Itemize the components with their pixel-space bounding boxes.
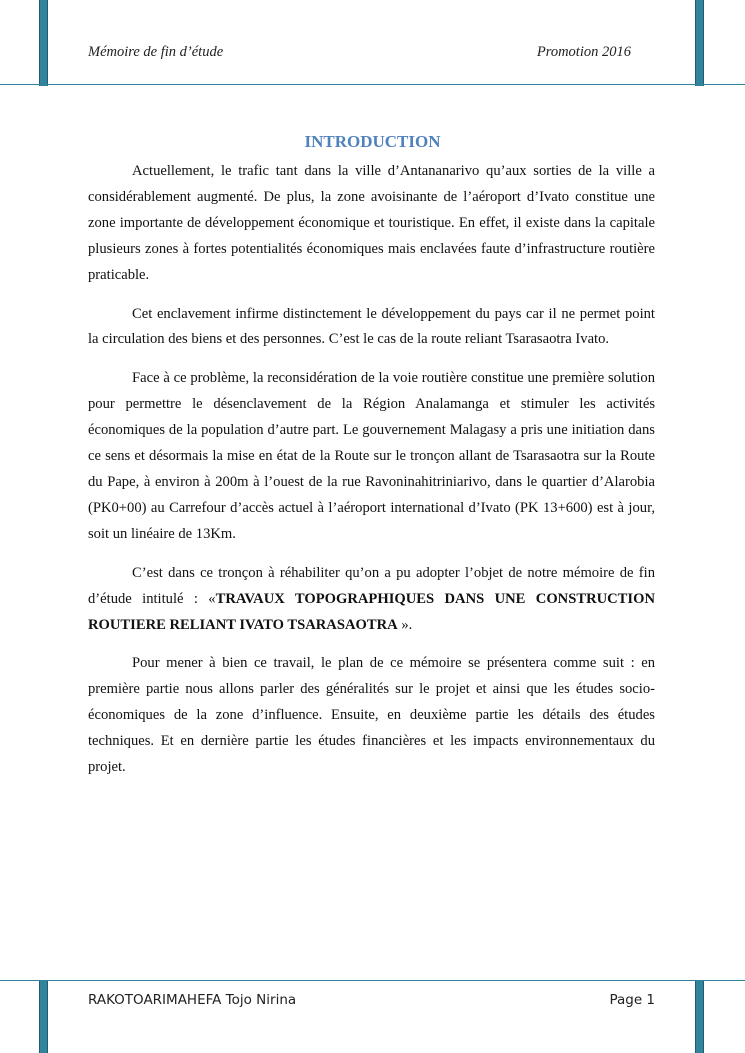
header-left-text: Mémoire de fin d’étude <box>88 44 224 60</box>
page-title: INTRODUCTION <box>304 132 441 151</box>
paragraph-5: Pour mener à bien ce travail, le plan de ce mémoire se présentera comme suit : en première partie nous allons parler des généralités sur le projet et ainsi que les études socio-économiques de la zone d’influence. Ensuite, en deuxième partie les détails des études techniques. Et en dernière partie les études financières et les impacts environnementaux du projet. <box>88 655 655 776</box>
header-right-text: Promotion 2016 <box>536 44 631 60</box>
paragraph-4-lead: C’est dans ce tronçon à réhabiliter qu’on a pu adopter l’objet de notre mémoire de fin d’étude intitulé : « <box>88 564 655 607</box>
paragraph-4 <box>88 561 655 639</box>
paragraph-2: Cet enclavement infirme distinctement le développement du pays car il ne permet point la circulation des biens et des personnes. C’est le cas de la route reliant Tsarasaotra Ivato. <box>88 305 655 348</box>
footer-rule <box>0 980 745 981</box>
memoir-subject: TRAVAUX TOPOGRAPHIQUES DANS UNE CONSTRUCTION ROUTIERE RELIANT IVATO TSARASAOTRA <box>88 590 655 633</box>
footer-right-bar <box>695 981 704 1053</box>
header-right-bar <box>695 0 704 86</box>
footer-left-bar <box>39 981 48 1053</box>
paragraph-4-end: ». <box>397 616 413 633</box>
header-left-bar <box>39 0 48 86</box>
paragraph-3: Face à ce problème, la reconsidération de la voie routière constitue une première solution pour permettre le désenclavement de la Région Analamanga et stimuler les activités économiques de la population d’autre part. Le gouvernement Malagasy a pris une initiation dans ce sens et désormais la mise en état de la Route sur le tronçon allant de Tsarasaotra sur la Route du Pape, à environ à 200m à l’ouest de la rue Ravoninahitriniarivo, dans le quartier d’Alarobia (PK0+00) au Carrefour d’accès actuel à l’aéroport international d’Ivato (PK 13+600) est à jour, soit un linéaire de 13Km. <box>88 370 655 542</box>
header-rule <box>0 84 745 85</box>
footer-author: RAKOTOARIMAHEFA Tojo Nirina <box>88 992 297 1008</box>
footer-page-number: Page 1 <box>609 992 655 1008</box>
paragraph-1: Actuellement, le trafic tant dans la ville d’Antananarivo qu’aux sorties de la ville a considérablement augmenté. De plus, la zone avoisinante de l’aéroport d’Ivato constitue une zone importante de développement économique et touristique. En effet, il existe dans la capitale plusieurs zones à fortes potentialités économiques mais enclavées faute d’infrastructure routière praticable. <box>88 163 655 283</box>
body-text <box>88 159 655 794</box>
